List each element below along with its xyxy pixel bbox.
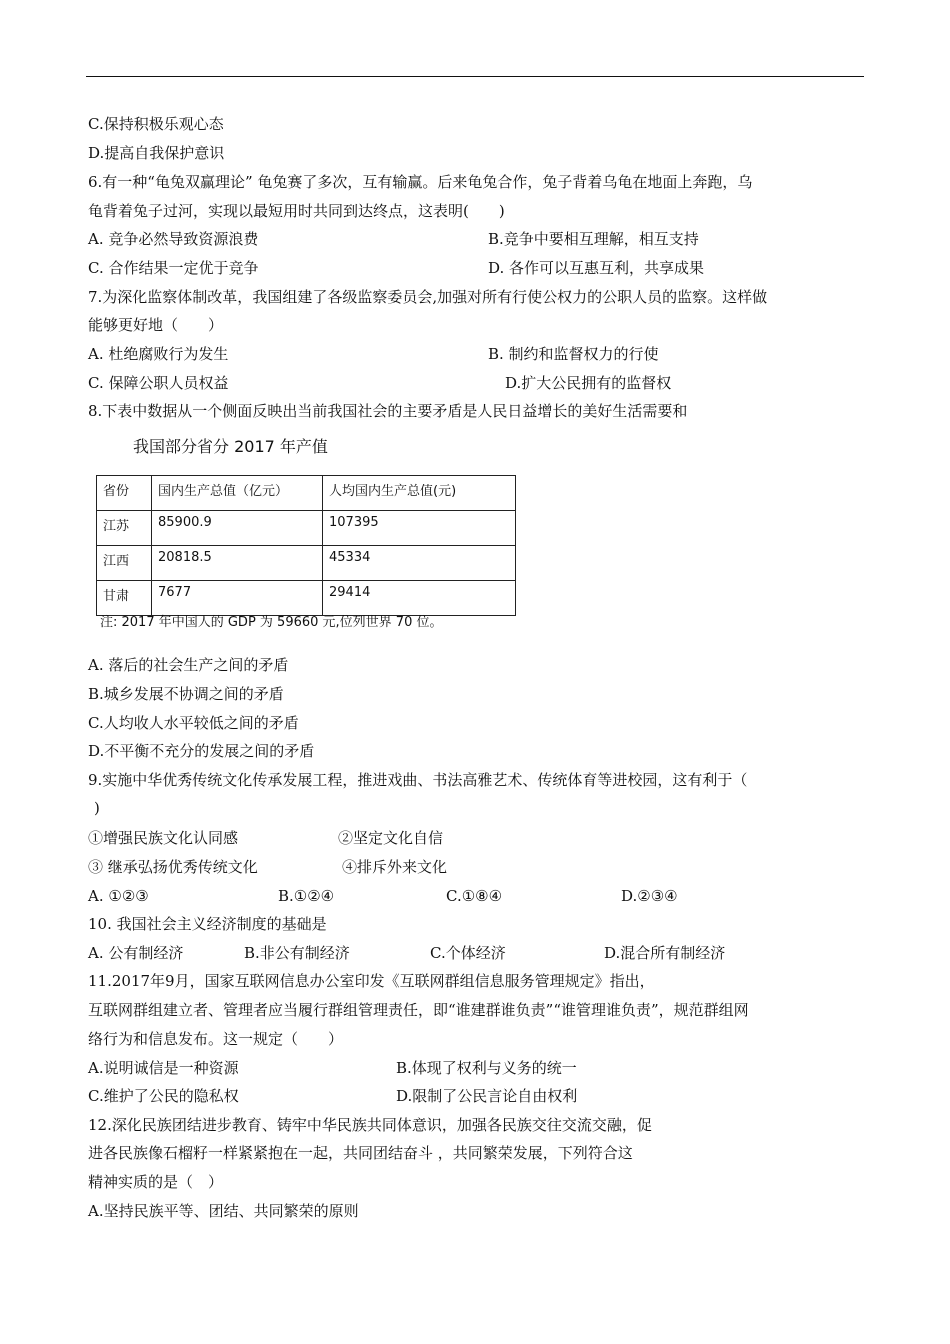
header-cell: 国内生产总值（亿元）	[152, 476, 323, 511]
table-title: 我国部分省分 2017 年产值	[133, 437, 328, 456]
table-cell: 7677	[152, 581, 323, 616]
q6-option-d: D. 各作可以互惠互利，共享成果	[488, 259, 705, 277]
q6-option-b: B.竞争中要相互理解，相互支持	[488, 230, 699, 248]
q8-option-c: C.人均收人水平较低之间的矛盾	[88, 714, 299, 732]
table-cell: 29414	[323, 581, 516, 616]
q12-option-a: A.坚持民族平等、团结、共同繁荣的原则	[88, 1202, 359, 1220]
q11-stem-1: 11.2017年9月，国家互联网信息办公室印发《互联网群组信息服务管理规定》指出，	[88, 972, 655, 990]
q8-option-a: A. 落后的社会生产之间的矛盾	[88, 656, 289, 674]
q6-stem-2: 龟背着兔子过河，实现以最短用时共同到达终点，这表明( )	[88, 202, 505, 220]
table-row	[97, 511, 516, 546]
table-cell: 107395	[323, 511, 516, 546]
q11-option-a: A.说明诚信是一种资源	[88, 1059, 239, 1077]
q6-option-c: C. 合作结果一定优于竞争	[88, 259, 259, 277]
table-note: 注: 2017 年中国人的 GDP 为 59660 元,位列世界 70 位。	[100, 615, 443, 630]
gdp-table	[96, 475, 516, 616]
q9-item-2: ②坚定文化自信	[338, 829, 444, 847]
header-cell: 省份	[97, 476, 152, 511]
q9-option-a: A. ①②③	[88, 887, 149, 905]
q8-stem: 8.下表中数据从一个侧面反映出当前我国社会的主要矛盾是人民日益增长的美好生活需要和	[88, 402, 688, 420]
q9-item-1: ①增强民族文化认同感	[88, 829, 239, 847]
table-cell: 江苏	[97, 511, 152, 546]
table-cell: 江西	[97, 546, 152, 581]
q12-stem-1: 12.深化民族团结进步教育、铸牢中华民族共同体意识，加强各民族交往交流交融，促	[88, 1116, 652, 1134]
q6-stem-1: 6.有一种“龟兔双赢理论” 龟兔赛了多次，互有输赢。后来龟兔合作，兔子背着乌龟在地面上奔跑，乌	[88, 173, 753, 191]
header-cell: 人均国内生产总值(元)	[323, 476, 516, 511]
table-row	[97, 546, 516, 581]
q10-option-d: D.混合所有制经济	[604, 944, 726, 962]
q9-stem-1: 9.实施中华优秀传统文化传承发展工程，推进戏曲、书法高雅艺术、传统体育等进校园，这有利于（	[88, 771, 748, 789]
q7-option-b: B. 制约和监督权力的行使	[488, 345, 659, 363]
table-cell: 45334	[323, 546, 516, 581]
q11-option-b: B.体现了权利与义务的统一	[396, 1059, 577, 1077]
q11-option-d: D.限制了公民言论自由权利	[396, 1087, 578, 1105]
q7-option-d: D.扩大公民拥有的监督权	[505, 374, 672, 392]
q9-item-3: ③ 继承弘扬优秀传统文化	[88, 858, 258, 876]
q11-option-c: C.维护了公民的隐私权	[88, 1087, 239, 1105]
q11-stem-2: 互联网群组建立者、管理者应当履行群组管理责任，即“谁建群谁负责”“谁管理谁负责”，规范群组网	[88, 1001, 749, 1019]
q5-option-d: D.提高自我保护意识	[88, 144, 225, 162]
table-cell: 20818.5	[152, 546, 323, 581]
q6-option-a: A. 竞争必然导致资源浪费	[88, 230, 259, 248]
q5-option-c: C.保持积极乐观心态	[88, 115, 224, 133]
table-cell: 甘肃	[97, 581, 152, 616]
q8-option-b: B.城乡发展不协调之间的矛盾	[88, 685, 284, 703]
q12-stem-2: 进各民族像石榴籽一样紧紧抱在一起，共同团结奋斗 ，共同繁荣发展，下列符合这	[88, 1144, 633, 1162]
q7-stem-2: 能够更好地（ ）	[88, 316, 224, 334]
q7-option-a: A. 杜绝腐败行为发生	[88, 345, 229, 363]
q10-stem: 10. 我国社会主义经济制度的基础是	[88, 915, 327, 933]
table-cell: 85900.9	[152, 511, 323, 546]
q9-stem-2: )	[94, 799, 100, 817]
q10-option-b: B.非公有制经济	[244, 944, 350, 962]
q9-item-4: ④排斥外来文化	[342, 858, 448, 876]
q12-stem-3: 精神实质的是（ ）	[88, 1173, 224, 1191]
q7-stem-1: 7.为深化监察体制改革，我国组建了各级监察委员会,加强对所有行使公权力的公职人员的监察。这样做	[88, 288, 768, 306]
table-header-row	[97, 476, 516, 511]
q7-option-c: C. 保障公职人员权益	[88, 374, 229, 392]
header-rule	[86, 76, 864, 77]
q10-option-a: A. 公有制经济	[88, 944, 184, 962]
q10-option-c: C.个体经济	[430, 944, 506, 962]
q11-stem-3: 络行为和信息发布。这一规定（ ）	[88, 1030, 344, 1048]
q9-option-d: D.②③④	[621, 887, 678, 905]
q8-option-d: D.不平衡不充分的发展之间的矛盾	[88, 742, 315, 760]
q9-option-c: C.①⑧④	[446, 887, 503, 905]
q9-option-b: B.①②④	[278, 887, 335, 905]
